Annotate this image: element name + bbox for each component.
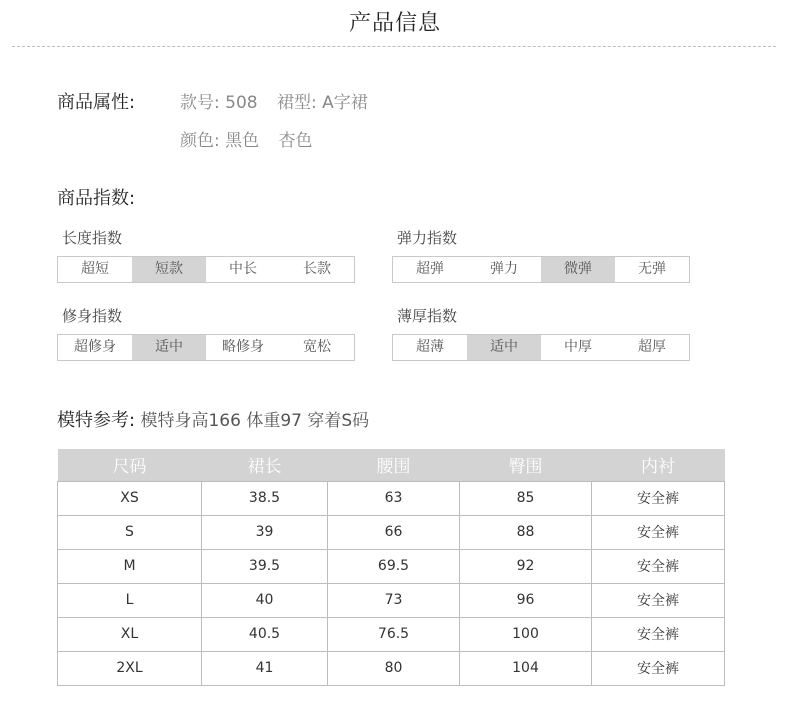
scale-option: 弹力 (490, 261, 518, 277)
table-row (58, 583, 725, 617)
scale-option: 超弹 (416, 261, 444, 277)
cell-hip: 92 (460, 549, 592, 583)
cell-lining: 安全裤 (592, 583, 725, 617)
attributes-line-2 (180, 126, 327, 151)
table-row (58, 651, 725, 685)
cell-hip: 88 (460, 515, 592, 549)
style-number: 款号: 508 (180, 93, 258, 113)
table-row (58, 515, 725, 549)
scale-option: 中长 (229, 261, 257, 277)
scale-option: 短款 (132, 257, 206, 282)
cell-lining: 安全裤 (592, 481, 725, 515)
header-length: 裙长 (202, 449, 328, 481)
title-divider (12, 46, 776, 47)
scale-title: 长度指数 (62, 229, 123, 247)
scale-option: 无弹 (638, 261, 666, 277)
cell-size: XS (58, 481, 202, 515)
scale-title: 修身指数 (62, 307, 123, 325)
cell-hip: 96 (460, 583, 592, 617)
page-title: 产品信息 (348, 11, 441, 36)
table-row (58, 481, 725, 515)
header-hip: 臀围 (460, 449, 592, 481)
cell-hip: 85 (460, 481, 592, 515)
cell-length: 41 (202, 651, 328, 685)
color-apricot: 杏色 (278, 131, 313, 151)
table-row (58, 549, 725, 583)
scale-bar (57, 334, 355, 361)
cell-waist: 76.5 (328, 617, 460, 651)
cell-length: 39 (202, 515, 328, 549)
table-header-row (58, 449, 725, 481)
cell-size: 2XL (58, 651, 202, 685)
scale-title: 薄厚指数 (397, 307, 458, 325)
attributes-label: 商品属性: (57, 92, 136, 113)
scale-title: 弹力指数 (397, 229, 458, 247)
cell-length: 39.5 (202, 549, 328, 583)
cell-size: L (58, 583, 202, 617)
scale-length (57, 227, 355, 283)
cell-length: 40.5 (202, 617, 328, 651)
header-waist: 腰围 (328, 449, 460, 481)
header-size: 尺码 (58, 449, 202, 481)
scale-option: 适中 (132, 335, 206, 360)
model-label: 模特参考: (57, 410, 136, 431)
cell-size: XL (58, 617, 202, 651)
header-lining: 内衬 (592, 449, 725, 481)
skirt-type: 裙型: A字裙 (277, 93, 368, 113)
scale-option: 中厚 (564, 339, 592, 355)
scale-elasticity (392, 227, 690, 283)
scale-option: 长款 (303, 261, 331, 277)
cell-waist: 63 (328, 481, 460, 515)
cell-waist: 66 (328, 515, 460, 549)
cell-lining: 安全裤 (592, 617, 725, 651)
model-reference (57, 406, 369, 432)
scale-option: 超修身 (74, 339, 116, 355)
scale-option: 微弹 (541, 257, 615, 282)
scale-option: 超短 (81, 261, 109, 277)
cell-length: 40 (202, 583, 328, 617)
cell-lining: 安全裤 (592, 651, 725, 685)
scale-option: 超薄 (416, 339, 444, 355)
scale-fit (57, 305, 355, 361)
model-info: 模特身高166 体重97 穿着S码 (140, 411, 370, 431)
index-label: 商品指数: (57, 188, 136, 209)
cell-waist: 80 (328, 651, 460, 685)
cell-length: 38.5 (202, 481, 328, 515)
scale-bar (57, 256, 355, 283)
cell-hip: 100 (460, 617, 592, 651)
cell-hip: 104 (460, 651, 592, 685)
cell-size: M (58, 549, 202, 583)
scale-option: 宽松 (303, 339, 331, 355)
scale-bar (392, 334, 690, 361)
size-table (57, 449, 725, 686)
scale-thickness (392, 305, 690, 361)
table-row (58, 617, 725, 651)
cell-lining: 安全裤 (592, 549, 725, 583)
cell-waist: 73 (328, 583, 460, 617)
cell-waist: 69.5 (328, 549, 460, 583)
scale-option: 略修身 (222, 339, 264, 355)
cell-lining: 安全裤 (592, 515, 725, 549)
attributes-line-1 (180, 88, 382, 113)
scale-bar (392, 256, 690, 283)
scale-option: 适中 (467, 335, 541, 360)
color-black: 颜色: 黑色 (180, 131, 260, 151)
scale-option: 超厚 (638, 339, 666, 355)
cell-size: S (58, 515, 202, 549)
